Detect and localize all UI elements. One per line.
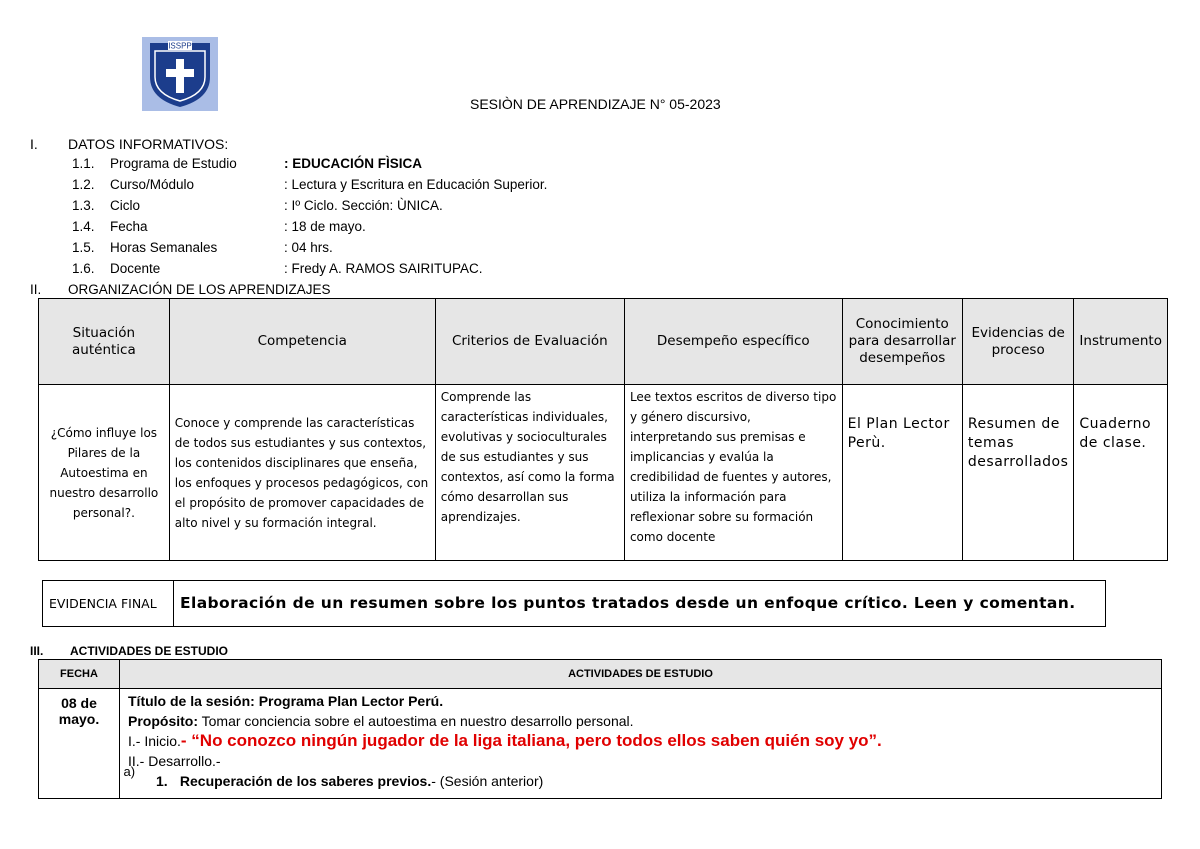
fecha-text: 08 de mayo. [58, 695, 100, 727]
inicio-label: I.- Inicio. [128, 733, 181, 749]
header-evidencias: Evidencias de proceso [962, 299, 1074, 385]
info-value: : 18 de mayo. [284, 219, 366, 234]
section-number: II. [30, 282, 42, 297]
proposito-label: Propósito: [128, 713, 198, 729]
info-value: : Fredy A. RAMOS SAIRITUPAC. [284, 261, 483, 276]
info-label: Programa de Estudio [110, 156, 237, 171]
section-number: I. [30, 136, 38, 152]
section-actividades-heading [30, 644, 228, 658]
info-item [72, 177, 772, 197]
info-number: 1.2. [72, 177, 95, 192]
info-item [72, 156, 772, 176]
info-value: : 04 hrs. [284, 240, 333, 255]
info-label: Curso/Módulo [110, 177, 195, 192]
titulo-value: Programa Plan Lector Perú. [258, 693, 444, 709]
titulo-line [128, 691, 1155, 711]
item-value: - (Sesión anterior) [431, 773, 544, 789]
info-list [72, 156, 772, 282]
proposito-value: Tomar conciencia sobre el autoestima en nuestro desarrollo personal. [201, 713, 634, 729]
item-recuperacion [128, 771, 1155, 791]
info-label: Fecha [110, 219, 148, 234]
info-value: : Lectura y Escritura en Educación Superior. [284, 177, 548, 192]
titulo-label: Título de la sesión: [128, 693, 255, 709]
header-desempeno: Desempeño específico [624, 299, 842, 385]
cell-desempeno: Lee textos escritos de diverso tipo y género discursivo, interpretando sus premisas e implicancias y evalúa la credibilidad de fuentes y autores, utiliza la información para reflexionar sobre su formación como docente [624, 385, 842, 561]
table-row [39, 385, 1168, 561]
cell-fecha [39, 689, 136, 799]
evidencia-final-table [42, 580, 1106, 627]
institution-logo [142, 37, 218, 111]
evidencia-value: Elaboración de un resumen sobre los puntos tratados desde un enfoque crítico. Leen y comentan. [174, 581, 1106, 627]
info-label: Docente [110, 261, 161, 276]
desarrollo-line [128, 751, 1155, 771]
header-instrumento: Instrumento [1074, 299, 1168, 385]
cell-evidencias: Resumen de temas desarrollados [962, 385, 1074, 561]
desarrollo-marker: a) [123, 763, 136, 779]
header-situacion: Situación auténtica [39, 299, 170, 385]
page-title: SESIÒN DE APRENDIZAJE N° 05-2023 [470, 96, 721, 112]
item-label: Recuperación de los saberes previos. [179, 773, 432, 789]
info-item [72, 240, 772, 260]
section-organizacion-heading [30, 282, 331, 297]
section-heading: ACTIVIDADES DE ESTUDIO [70, 644, 229, 658]
learning-organization-table [38, 298, 1168, 561]
section-heading: ORGANIZACIÓN DE LOS APRENDIZAJES [68, 282, 331, 297]
cell-instrumento: Cuaderno de clase. [1074, 385, 1168, 561]
proposito-line [128, 711, 1155, 731]
cell-criterios: Comprende las características individuales, evolutivas y socioculturales de sus estudiantes y sus contextos, así como la forma cómo desarrollan sus aprendizajes. [435, 385, 624, 561]
table-row [39, 689, 1162, 799]
header-fecha: FECHA [39, 660, 120, 689]
section-datos-informativos-heading [30, 136, 228, 152]
table-header-row [39, 299, 1168, 385]
info-number: 1.5. [72, 240, 95, 255]
section-heading: DATOS INFORMATIVOS: [68, 136, 229, 152]
cell-conocimiento: El Plan Lector Perù. [842, 385, 962, 561]
header-conocimiento: Conocimiento para desarrollar desempeños [842, 299, 962, 385]
evidencia-label: EVIDENCIA FINAL [43, 581, 174, 627]
inicio-quote: - “No conozco ningún jugador de la liga italiana, pero todos ellos saben quién soy yo”. [180, 731, 882, 750]
activities-table [38, 659, 1162, 799]
info-label: Horas Semanales [110, 240, 218, 255]
logo-text: ISSPP [168, 41, 192, 51]
info-label: Ciclo [110, 198, 141, 213]
info-number: 1.4. [72, 219, 95, 234]
item-number: 1. [156, 773, 168, 789]
cell-situacion: ¿Cómo influye los Pilares de la Autoestima en nuestro desarrollo personal?. [39, 385, 170, 561]
info-item [72, 261, 772, 281]
header-criterios: Criterios de Evaluación [435, 299, 624, 385]
header-competencia: Competencia [169, 299, 435, 385]
cell-competencia: Conoce y comprende las características de todos sus estudiantes y sus contextos, los contenidos disciplinares que enseña, los enfoques y procesos pedagógicos, con el propósito de promover capacidades de alto nivel y su formación integral. [169, 385, 435, 561]
info-item [72, 219, 772, 239]
info-item [72, 198, 772, 218]
desarrollo-label: II.- Desarrollo.- [128, 753, 221, 769]
cell-actividades [120, 689, 1162, 799]
info-number: 1.3. [72, 198, 95, 213]
header-actividades: ACTIVIDADES DE ESTUDIO [120, 660, 1162, 689]
info-number: 1.6. [72, 261, 95, 276]
info-value: : Iº Ciclo. Sección: ÙNICA. [284, 198, 443, 213]
section-number: III. [30, 644, 44, 658]
info-value: : EDUCACIÓN FÌSICA [284, 156, 422, 171]
info-number: 1.1. [72, 156, 95, 171]
inicio-line [128, 731, 1155, 751]
